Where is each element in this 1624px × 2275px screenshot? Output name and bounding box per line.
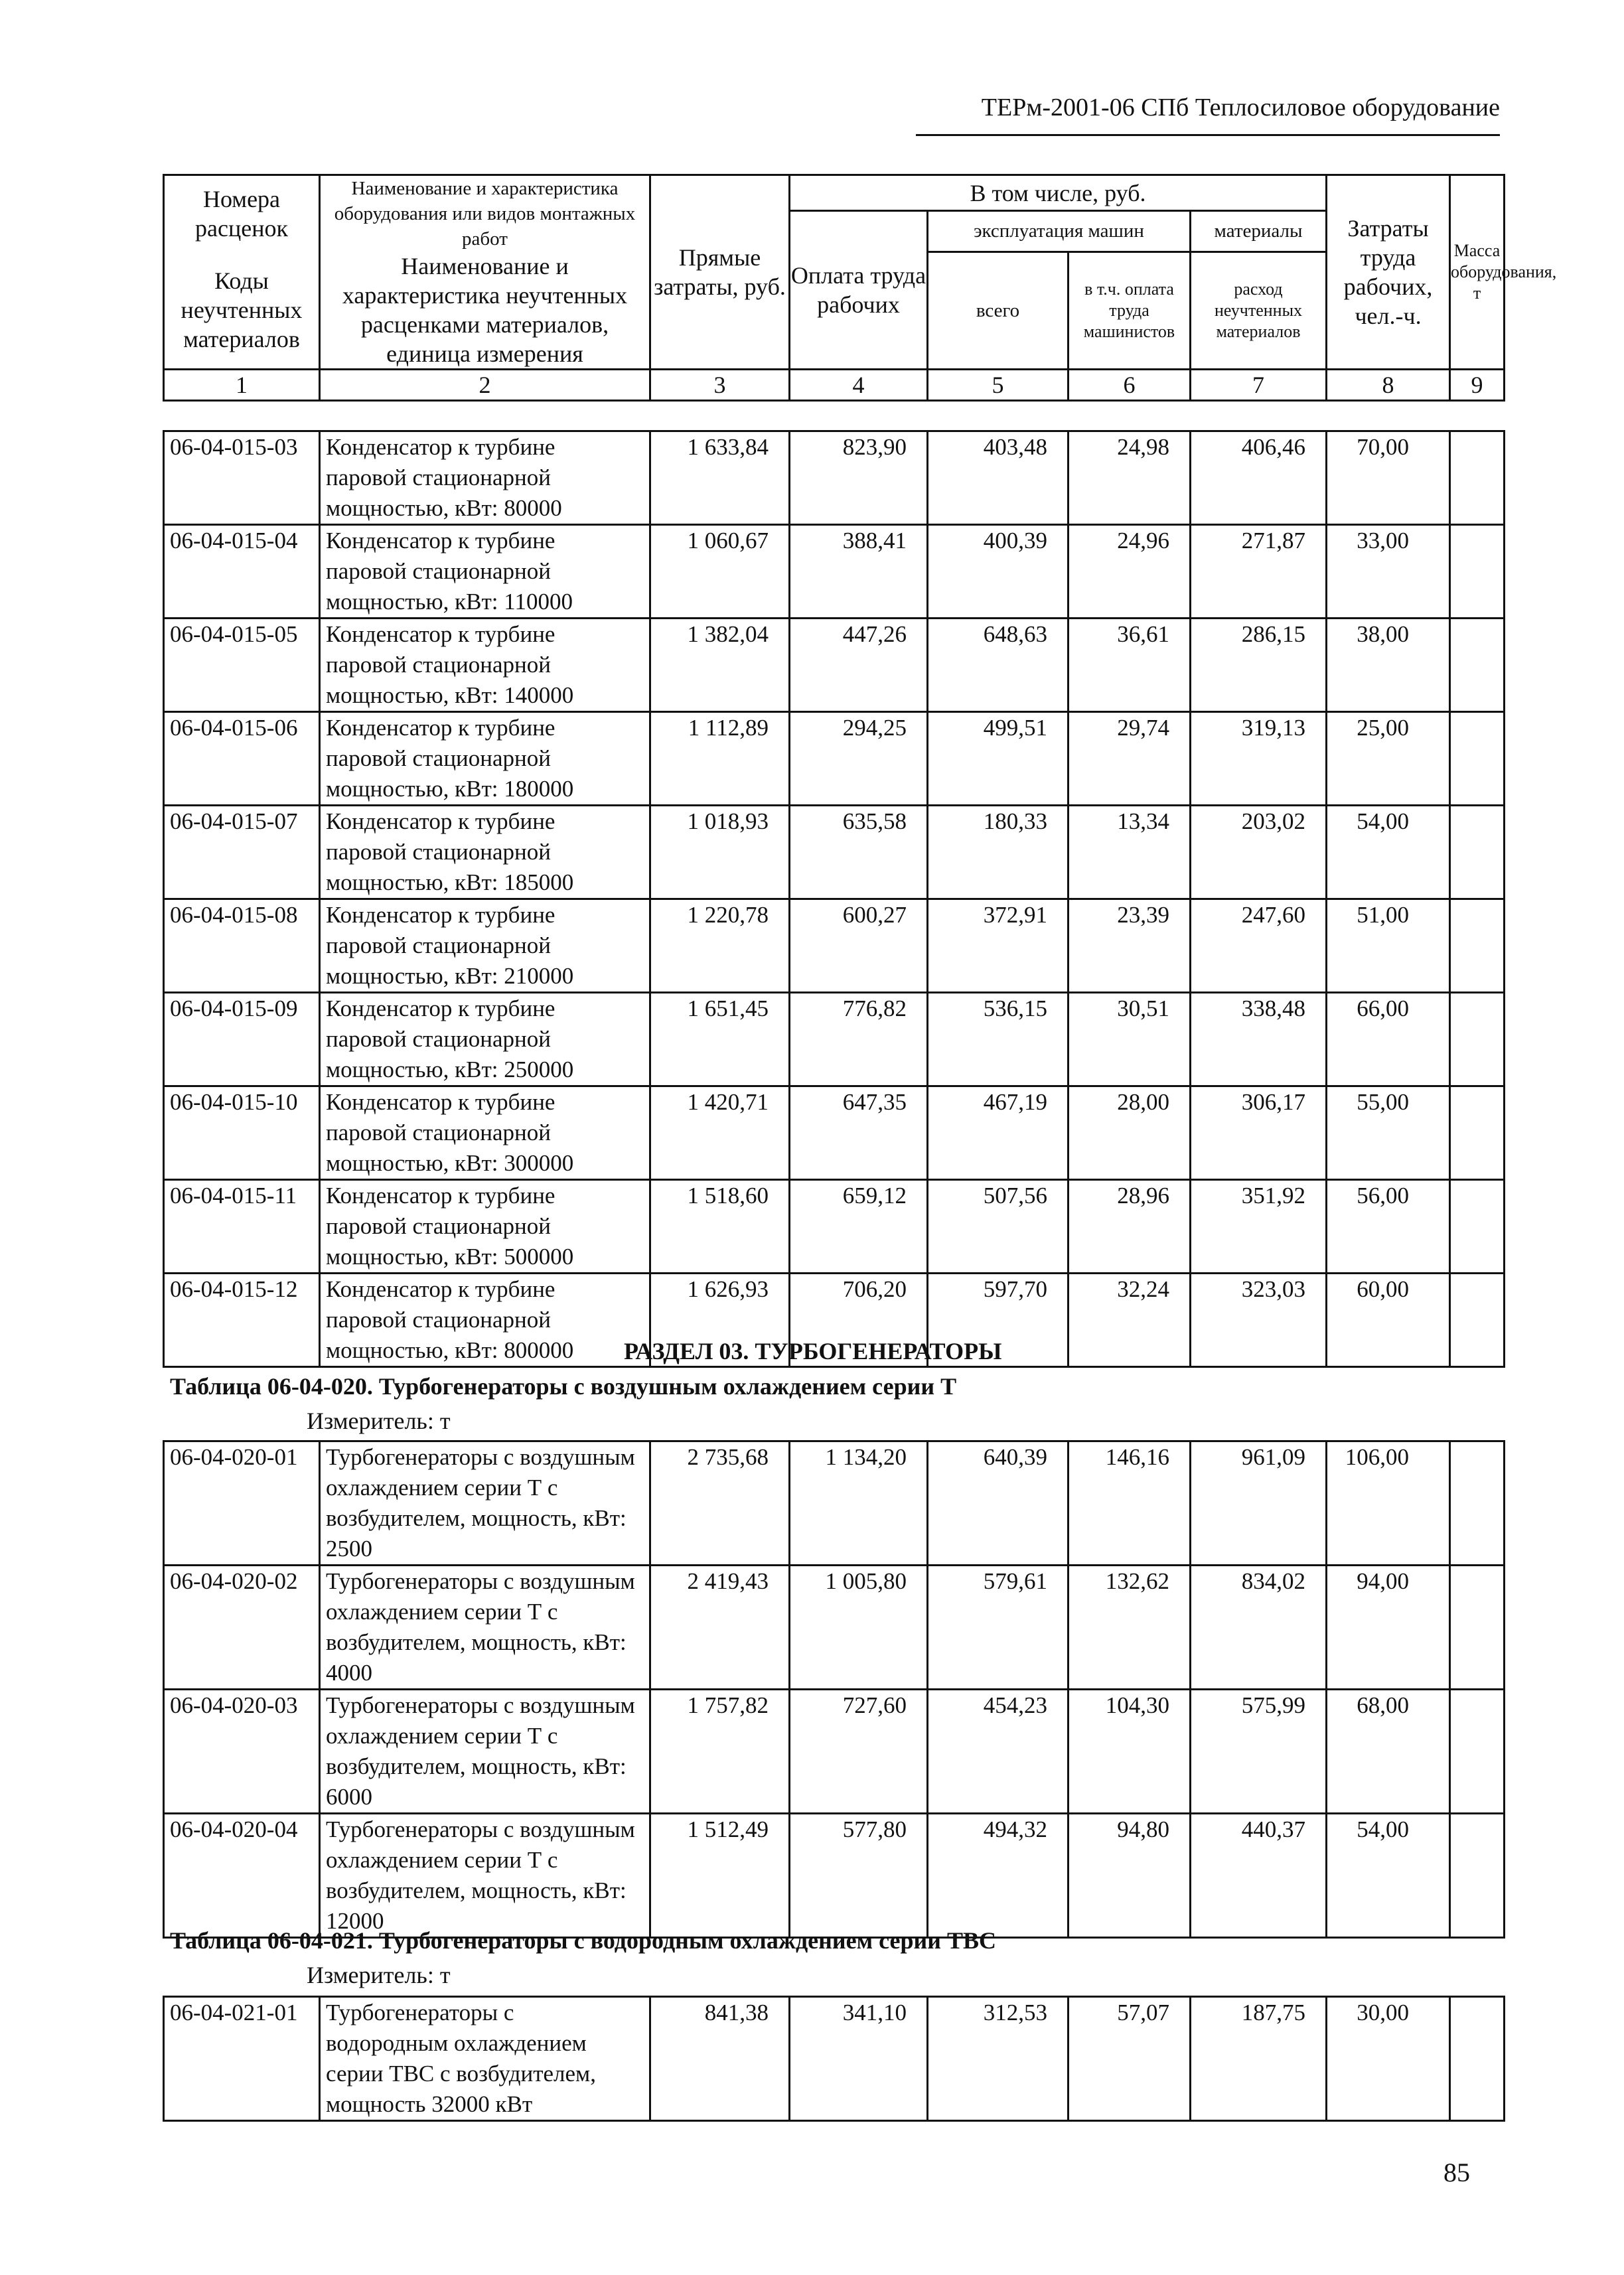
work-name-line: Конденсатор к турбине (326, 1183, 555, 1209)
col-number: 4 (790, 370, 928, 401)
mass-cell (1450, 431, 1505, 525)
header-labor-pay: Оплата труда рабочих (790, 211, 928, 370)
header-name-bottom: Наименование и характеристика неучтенных расценками материалов, единица измерения (320, 252, 650, 370)
work-name-line: возбудителем, мощность, кВт: (326, 1877, 627, 1903)
table-row (164, 712, 1505, 806)
labor-pay-cell: 635,58 (790, 806, 928, 899)
rate-code-cell: 06-04-015-08 (164, 899, 320, 993)
labor-hours-cell: 60,00 (1327, 1274, 1450, 1367)
table-row (164, 1690, 1505, 1814)
col-number: 9 (1450, 370, 1505, 401)
direct-costs-cell: 1 018,93 (650, 806, 790, 899)
table-row (164, 619, 1505, 712)
col-number: 3 (650, 370, 790, 401)
materials-cell: 834,02 (1191, 1566, 1327, 1690)
table-row (164, 1180, 1505, 1274)
table-row (164, 899, 1505, 993)
rate-code-cell: 06-04-015-12 (164, 1274, 320, 1367)
machines-total-cell: 536,15 (928, 993, 1069, 1086)
header-codes-top: Номера расценок (164, 175, 320, 252)
mass-cell (1450, 806, 1505, 899)
direct-costs-cell: 1 112,89 (650, 712, 790, 806)
direct-costs-cell: 841,38 (650, 1997, 790, 2121)
labor-pay-cell: 388,41 (790, 525, 928, 619)
table-row (164, 431, 1505, 525)
header-direct-costs: Прямые затраты, руб. (650, 175, 790, 370)
machines-total-cell: 403,48 (928, 431, 1069, 525)
work-name-line: Конденсатор к турбине (326, 808, 555, 834)
direct-costs-cell: 1 420,71 (650, 1086, 790, 1180)
col-number: 6 (1069, 370, 1191, 401)
table-title-021: Таблица 06-04-021. Турбогенераторы с водородным охлаждением серии ТВС (170, 1927, 997, 1954)
work-name-cell (320, 1690, 650, 1814)
work-name-line: водородным охлаждением (326, 2030, 587, 2056)
rate-code-cell: 06-04-015-05 (164, 619, 320, 712)
direct-costs-cell: 1 518,60 (650, 1180, 790, 1274)
work-name-line: охлаждением серии Т с (326, 1599, 558, 1625)
rate-code-cell: 06-04-015-04 (164, 525, 320, 619)
mass-cell (1450, 899, 1505, 993)
work-name-cell (320, 1274, 650, 1367)
machines-total-cell: 507,56 (928, 1180, 1069, 1274)
work-name-line: возбудителем, мощность, кВт: (326, 1753, 627, 1779)
materials-cell: 440,37 (1191, 1814, 1327, 1938)
work-name-line: охлаждением серии Т с (326, 1847, 558, 1873)
machinist-pay-cell: 146,16 (1069, 1441, 1191, 1566)
running-head-rule (916, 134, 1500, 136)
machines-total-cell: 467,19 (928, 1086, 1069, 1180)
work-name-cell (320, 1814, 650, 1938)
materials-cell: 575,99 (1191, 1690, 1327, 1814)
machinist-pay-cell: 104,30 (1069, 1690, 1191, 1814)
work-name-cell (320, 431, 650, 525)
labor-hours-cell: 68,00 (1327, 1690, 1450, 1814)
table-row (164, 1086, 1505, 1180)
page-number: 85 (1443, 2158, 1470, 2187)
labor-pay-cell: 659,12 (790, 1180, 928, 1274)
direct-costs-cell: 1 626,93 (650, 1274, 790, 1367)
work-name-line: Конденсатор к турбине (326, 902, 555, 928)
machinist-pay-cell: 23,39 (1069, 899, 1191, 993)
labor-hours-cell: 70,00 (1327, 431, 1450, 525)
labor-pay-cell: 447,26 (790, 619, 928, 712)
work-name-line: паровой стационарной (326, 1307, 552, 1333)
header-group: В том числе, руб. (790, 175, 1327, 211)
labor-hours-cell: 56,00 (1327, 1180, 1450, 1274)
materials-cell: 319,13 (1191, 712, 1327, 806)
machines-total-cell: 400,39 (928, 525, 1069, 619)
header-materials: материалы (1191, 211, 1327, 252)
work-name-cell (320, 525, 650, 619)
col-number: 8 (1327, 370, 1450, 401)
mass-cell (1450, 1690, 1505, 1814)
rate-code-cell: 06-04-020-04 (164, 1814, 320, 1938)
machinist-pay-cell: 13,34 (1069, 806, 1191, 899)
work-name-line: возбудителем, мощность, кВт: (326, 1629, 627, 1655)
mass-cell (1450, 993, 1505, 1086)
labor-hours-cell: 66,00 (1327, 993, 1450, 1086)
mass-cell (1450, 1274, 1505, 1367)
work-name-line: паровой стационарной (326, 465, 552, 490)
col-number: 2 (320, 370, 650, 401)
section-title: РАЗДЕЛ 03. ТУРБОГЕНЕРАТОРЫ (624, 1338, 1002, 1364)
labor-pay-cell: 706,20 (790, 1274, 928, 1367)
materials-cell: 306,17 (1191, 1086, 1327, 1180)
work-name-cell (320, 619, 650, 712)
labor-pay-cell: 600,27 (790, 899, 928, 993)
labor-pay-cell: 294,25 (790, 712, 928, 806)
work-name-line: мощностью, кВт: 110000 (326, 589, 573, 615)
materials-cell: 203,02 (1191, 806, 1327, 899)
work-name-line: 2500 (326, 1536, 372, 1562)
labor-pay-cell: 776,82 (790, 993, 928, 1086)
work-name-line: мощностью, кВт: 800000 (326, 1337, 574, 1363)
mass-cell (1450, 1180, 1505, 1274)
machines-total-cell: 372,91 (928, 899, 1069, 993)
work-name-line: мощностью, кВт: 500000 (326, 1244, 574, 1270)
labor-hours-cell: 38,00 (1327, 619, 1450, 712)
work-name-cell (320, 712, 650, 806)
labor-hours-cell: 55,00 (1327, 1086, 1450, 1180)
table-title-020: Таблица 06-04-020. Турбогенераторы с воздушным охлаждением серии Т (170, 1373, 957, 1400)
labor-pay-cell: 341,10 (790, 1997, 928, 2121)
work-name-line: Конденсатор к турбине (326, 715, 555, 741)
materials-cell: 323,03 (1191, 1274, 1327, 1367)
header-material-use: расход неучтенных материалов (1191, 252, 1327, 370)
work-name-cell (320, 1180, 650, 1274)
work-name-line: паровой стационарной (326, 745, 552, 771)
direct-costs-cell: 1 651,45 (650, 993, 790, 1086)
work-name-line: возбудителем, мощность, кВт: (326, 1505, 627, 1531)
condenser-rates-table (163, 430, 1505, 1368)
labor-hours-cell: 33,00 (1327, 525, 1450, 619)
rate-code-cell: 06-04-020-03 (164, 1690, 320, 1814)
header-machines-total: всего (928, 252, 1069, 370)
machines-total-cell: 180,33 (928, 806, 1069, 899)
machines-total-cell: 597,70 (928, 1274, 1069, 1367)
work-name-line: Турбогенераторы с воздушным (326, 1816, 635, 1842)
work-name-line: паровой стационарной (326, 652, 552, 678)
work-name-line: мощностью, кВт: 210000 (326, 963, 574, 989)
labor-pay-cell: 1 134,20 (790, 1441, 928, 1566)
materials-cell: 187,75 (1191, 1997, 1327, 2121)
machinist-pay-cell: 57,07 (1069, 1997, 1191, 2121)
materials-cell: 286,15 (1191, 619, 1327, 712)
work-name-line: паровой стационарной (326, 1213, 552, 1239)
mass-cell (1450, 712, 1505, 806)
col-number: 1 (164, 370, 320, 401)
machinist-pay-cell: 36,61 (1069, 619, 1191, 712)
work-name-line: паровой стационарной (326, 839, 552, 865)
rate-code-cell: 06-04-015-09 (164, 993, 320, 1086)
table-row (164, 1997, 1505, 2121)
materials-cell: 351,92 (1191, 1180, 1327, 1274)
header-labor-hours: Затраты труда рабочих, чел.-ч. (1327, 175, 1450, 370)
work-name-line: мощностью, кВт: 250000 (326, 1057, 574, 1082)
work-name-line: 12000 (326, 1908, 384, 1934)
table-row (164, 1566, 1505, 1690)
hydrogen-cooled-generators-table (163, 1996, 1505, 2122)
work-name-line: 6000 (326, 1784, 372, 1810)
mass-cell (1450, 1814, 1505, 1938)
work-name-line: Турбогенераторы с (326, 2000, 514, 2025)
table-row (164, 525, 1505, 619)
work-name-line: серии ТВС с возбудителем, (326, 2061, 596, 2087)
materials-cell: 271,87 (1191, 525, 1327, 619)
rate-code-cell: 06-04-015-11 (164, 1180, 320, 1274)
mass-cell (1450, 1086, 1505, 1180)
labor-hours-cell: 94,00 (1327, 1566, 1450, 1690)
work-name-line: паровой стационарной (326, 1026, 552, 1052)
machinist-pay-cell: 28,96 (1069, 1180, 1191, 1274)
work-name-cell (320, 899, 650, 993)
work-name-line: мощностью, кВт: 140000 (326, 682, 574, 708)
work-name-line: Конденсатор к турбине (326, 1089, 555, 1115)
labor-pay-cell: 577,80 (790, 1814, 928, 1938)
work-name-line: Турбогенераторы с воздушным (326, 1692, 635, 1718)
rate-code-cell: 06-04-020-01 (164, 1441, 320, 1566)
work-name-cell (320, 1086, 650, 1180)
header-codes-bottom: Коды неучтенных материалов (164, 252, 320, 370)
direct-costs-cell: 1 220,78 (650, 899, 790, 993)
machinist-pay-cell: 29,74 (1069, 712, 1191, 806)
work-name-cell (320, 1997, 650, 2121)
machinist-pay-cell: 132,62 (1069, 1566, 1191, 1690)
materials-cell: 247,60 (1191, 899, 1327, 993)
work-name-line: Турбогенераторы с воздушным (326, 1568, 635, 1594)
labor-hours-cell: 51,00 (1327, 899, 1450, 993)
machines-total-cell: 454,23 (928, 1690, 1069, 1814)
rate-code-cell: 06-04-015-07 (164, 806, 320, 899)
work-name-line: охлаждением серии Т с (326, 1475, 558, 1501)
rate-code-cell: 06-04-015-06 (164, 712, 320, 806)
work-name-line: охлаждением серии Т с (326, 1723, 558, 1749)
table-row (164, 1814, 1505, 1938)
work-name-line: Конденсатор к турбине (326, 995, 555, 1021)
work-name-cell (320, 1566, 650, 1690)
rate-code-cell: 06-04-020-02 (164, 1566, 320, 1690)
mass-cell (1450, 1997, 1505, 2121)
labor-pay-cell: 647,35 (790, 1086, 928, 1180)
work-name-cell (320, 1441, 650, 1566)
direct-costs-cell: 2 419,43 (650, 1566, 790, 1690)
machines-total-cell: 640,39 (928, 1441, 1069, 1566)
direct-costs-cell: 1 382,04 (650, 619, 790, 712)
header-mass: Масса оборудования, т (1450, 175, 1505, 370)
direct-costs-cell: 1 512,49 (650, 1814, 790, 1938)
machinist-pay-cell: 30,51 (1069, 993, 1191, 1086)
machines-total-cell: 494,32 (928, 1814, 1069, 1938)
labor-hours-cell: 106,00 (1327, 1441, 1450, 1566)
direct-costs-cell: 2 735,68 (650, 1441, 790, 1566)
machines-total-cell: 579,61 (928, 1566, 1069, 1690)
work-name-line: 4000 (326, 1660, 372, 1686)
work-name-line: мощностью, кВт: 300000 (326, 1150, 574, 1176)
work-name-line: Турбогенераторы с воздушным (326, 1444, 635, 1470)
materials-cell: 406,46 (1191, 431, 1327, 525)
mass-cell (1450, 619, 1505, 712)
direct-costs-cell: 1 633,84 (650, 431, 790, 525)
labor-hours-cell: 25,00 (1327, 712, 1450, 806)
work-name-line: паровой стационарной (326, 558, 552, 584)
mass-cell (1450, 1566, 1505, 1690)
labor-hours-cell: 30,00 (1327, 1997, 1450, 2121)
labor-pay-cell: 1 005,80 (790, 1566, 928, 1690)
labor-pay-cell: 823,90 (790, 431, 928, 525)
column-header-table (163, 174, 1557, 402)
direct-costs-cell: 1 060,67 (650, 525, 790, 619)
rate-code-cell: 06-04-021-01 (164, 1997, 320, 2121)
mass-cell (1450, 1441, 1505, 1566)
running-head: ТЕРм-2001-06 СПб Теплосиловое оборудование (981, 94, 1500, 121)
work-name-line: Конденсатор к турбине (326, 528, 555, 553)
work-name-line: мощностью, кВт: 80000 (326, 495, 562, 521)
machinist-pay-cell: 24,96 (1069, 525, 1191, 619)
work-name-line: паровой стационарной (326, 932, 552, 958)
air-cooled-generators-table (163, 1440, 1505, 1939)
meter-020: Измеритель: т (307, 1408, 451, 1434)
machines-total-cell: 499,51 (928, 712, 1069, 806)
header-machinist-pay: в т.ч. оплата труда машинистов (1069, 252, 1191, 370)
machinist-pay-cell: 24,98 (1069, 431, 1191, 525)
meter-021: Измеритель: т (307, 1962, 451, 1988)
table-row (164, 806, 1505, 899)
work-name-cell (320, 993, 650, 1086)
direct-costs-cell: 1 757,82 (650, 1690, 790, 1814)
labor-pay-cell: 727,60 (790, 1690, 928, 1814)
work-name-cell (320, 806, 650, 899)
rate-code-cell: 06-04-015-03 (164, 431, 320, 525)
labor-hours-cell: 54,00 (1327, 1814, 1450, 1938)
machines-total-cell: 648,63 (928, 619, 1069, 712)
materials-cell: 338,48 (1191, 993, 1327, 1086)
work-name-line: мощностью, кВт: 185000 (326, 869, 574, 895)
machines-total-cell: 312,53 (928, 1997, 1069, 2121)
col-number: 5 (928, 370, 1069, 401)
table-row (164, 993, 1505, 1086)
machinist-pay-cell: 94,80 (1069, 1814, 1191, 1938)
rate-code-cell: 06-04-015-10 (164, 1086, 320, 1180)
work-name-line: мощность 32000 кВт (326, 2091, 533, 2117)
work-name-line: Конденсатор к турбине (326, 1276, 555, 1302)
mass-cell (1450, 525, 1505, 619)
col-number: 7 (1191, 370, 1327, 401)
work-name-line: Конденсатор к турбине (326, 621, 555, 647)
machinist-pay-cell: 32,24 (1069, 1274, 1191, 1367)
header-name-top: Наименование и характеристика оборудования или видов монтажных работ (320, 175, 650, 252)
header-machines: эксплуатация машин (928, 211, 1191, 252)
labor-hours-cell: 54,00 (1327, 806, 1450, 899)
materials-cell: 961,09 (1191, 1441, 1327, 1566)
work-name-line: паровой стационарной (326, 1120, 552, 1145)
machinist-pay-cell: 28,00 (1069, 1086, 1191, 1180)
table-row (164, 1441, 1505, 1566)
work-name-line: мощностью, кВт: 180000 (326, 776, 574, 802)
work-name-line: Конденсатор к турбине (326, 434, 555, 460)
